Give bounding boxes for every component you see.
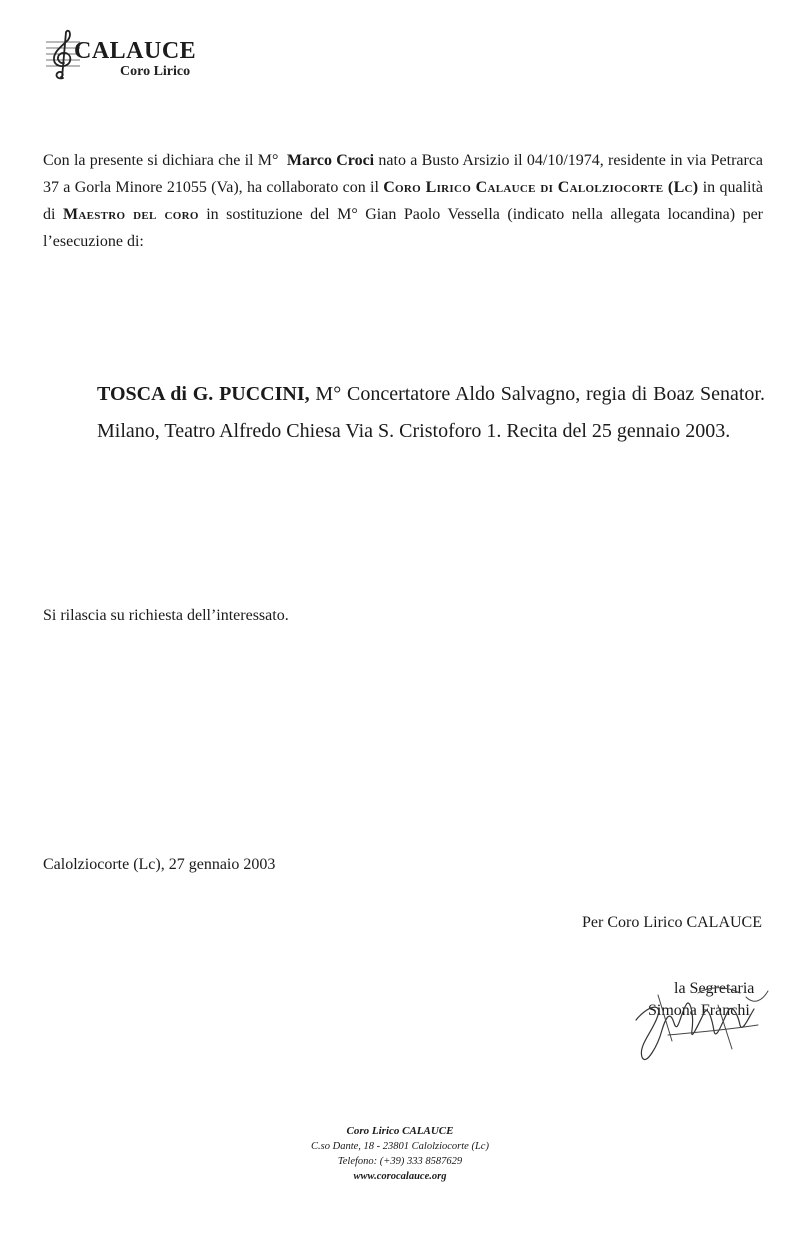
release-note: Si rilascia su richiesta dell’interessato.: [43, 607, 289, 624]
handwritten-signature: [628, 975, 778, 1070]
choir-name: Coro Lirico Calauce di Calolziocorte (Lc): [383, 179, 699, 196]
footer-organization: Coro Lirico CALAUCE: [346, 1125, 454, 1137]
logo-brand: CALAUCE: [74, 38, 197, 64]
intro-text-3: in qualità di: [43, 179, 763, 223]
place-date: Calolziocorte (Lc), 27 gennaio 2003: [43, 856, 276, 873]
footer-address: C.so Dante, 18 - 23801 Calolziocorte (Lc): [311, 1141, 489, 1152]
intro-text-2: nato a Busto Arsizio il 04/10/1974, residente in via Petrarca 37 a Gorla Minore 21055 (Va), ha collaborato con il: [43, 152, 764, 196]
letter-footer: [250, 1124, 550, 1184]
signatory-role: la Segretaria: [674, 980, 755, 997]
logo-subtitle: Coro Lirico: [120, 64, 191, 79]
intro-text-1: Con la presente si dichiara che il M°: [43, 152, 279, 169]
performance-details: M° Concertatore Aldo Salvagno, regia di Boaz Senator. Milano, Teatro Alfredo Chiesa Via S. Cristoforo 1. Recita del 25 gennaio 2003.: [97, 383, 765, 442]
role-title: Maestro del coro: [62, 206, 199, 223]
person-name: Marco Croci: [286, 152, 375, 169]
footer-website: www.corocalauce.org: [353, 1171, 447, 1182]
footer-phone: Telefono: (+39) 333 8587629: [337, 1156, 463, 1167]
opera-title: TOSCA di G. PUCCINI,: [97, 383, 310, 405]
declaration-paragraph: [43, 147, 763, 255]
intro-text-4: in sostituzione del M° Gian Paolo Vessella (indicato nella allegata locandina) per l’esecuzione di:: [43, 206, 764, 250]
signatory-name: Simona Franchi: [648, 1002, 750, 1019]
letterhead-logo: [44, 28, 214, 82]
signoff-organization: Per Coro Lirico CALAUCE: [582, 914, 762, 931]
performance-block: [97, 376, 765, 450]
